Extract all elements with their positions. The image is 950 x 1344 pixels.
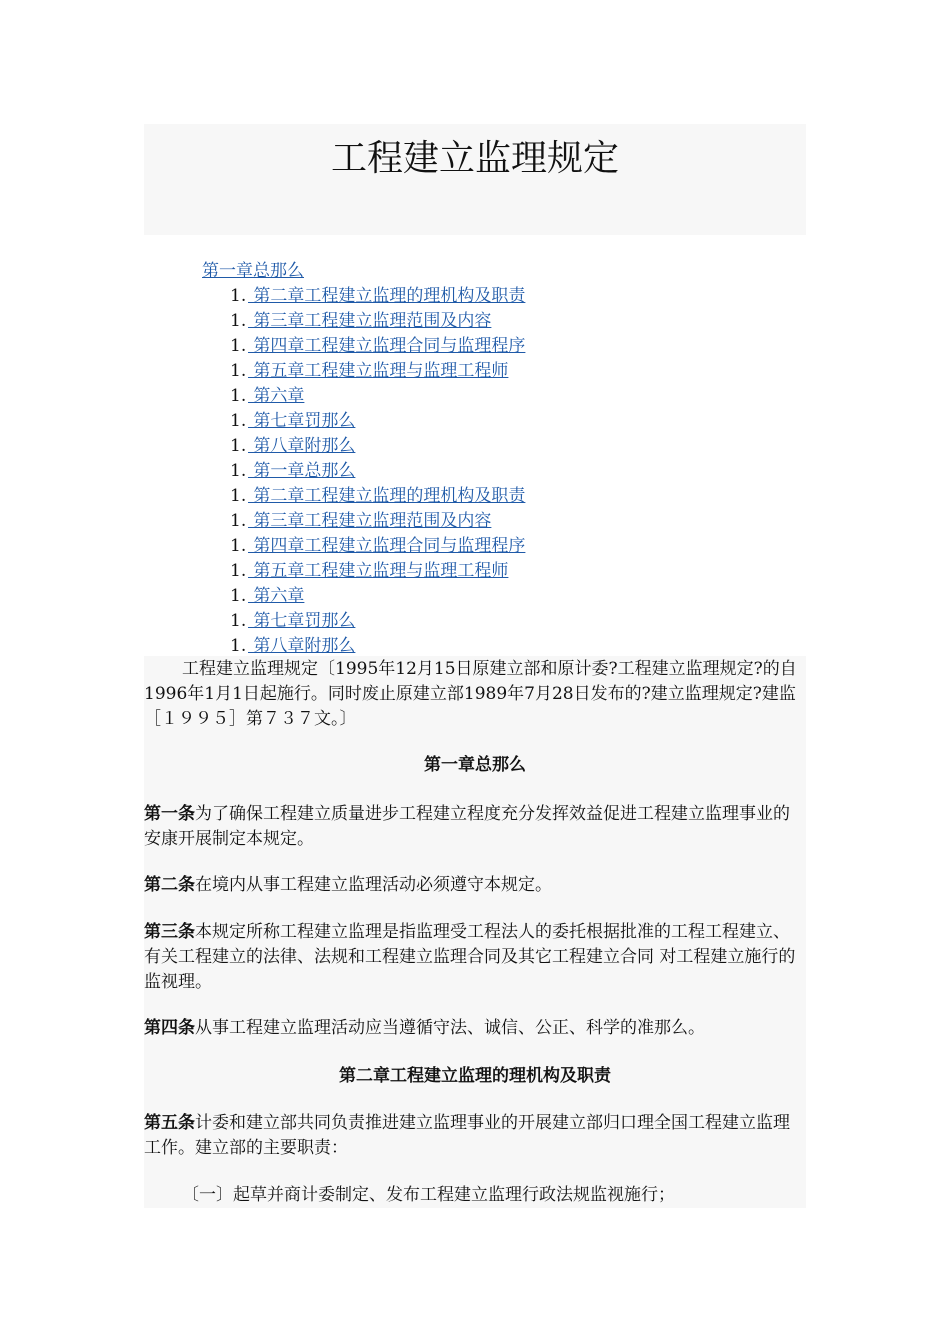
toc-item — [230, 434, 525, 459]
toc-item — [230, 509, 525, 534]
chapter1-heading: 第一章总那么 — [424, 755, 526, 775]
article-label: 第五条 — [144, 1113, 195, 1133]
article-1 — [144, 802, 806, 852]
toc-link[interactable]: 第四章工程建立监理合同与监理程序 — [248, 536, 526, 556]
toc-item — [230, 634, 525, 659]
toc-item — [230, 334, 525, 359]
toc-item — [230, 584, 525, 609]
article-5-item-1: 〔一〕起草并商计委制定、发布工程建立监理行政法规监视施行； — [182, 1185, 675, 1205]
toc-link[interactable]: 第一章总那么 — [202, 261, 304, 281]
article-label: 第二条 — [144, 875, 195, 895]
toc-link[interactable]: 第五章工程建立监理与监理工程师 — [248, 561, 509, 581]
table-of-contents — [230, 284, 525, 659]
toc-item-number: 1. — [230, 561, 247, 581]
article-label: 第四条 — [144, 1018, 195, 1038]
article-5 — [144, 1111, 806, 1161]
toc-entry-first[interactable] — [202, 259, 304, 283]
toc-link[interactable]: 第六章 — [248, 386, 305, 406]
toc-item — [230, 284, 525, 309]
toc-link[interactable]: 第一章总那么 — [248, 461, 356, 481]
article-4 — [144, 1016, 806, 1041]
toc-item-number: 1. — [230, 386, 247, 406]
toc-item-number: 1. — [230, 586, 247, 606]
toc-item-number: 1. — [230, 511, 247, 531]
toc-item-number: 1. — [230, 286, 247, 306]
toc-item — [230, 384, 525, 409]
toc-item-number: 1. — [230, 361, 247, 381]
article-text: 本规定所称工程建立监理是指监理受工程法人的委托根据批准的工程工程建立、有关工程建立的法律、法规和工程建立监理合同及其它工程建立合同 对工程建立施行的监视理。 — [144, 922, 796, 992]
toc-item — [230, 484, 525, 509]
chapter2-heading: 第二章工程建立监理的理机构及职责 — [339, 1066, 611, 1086]
toc-item — [230, 534, 525, 559]
toc-link[interactable]: 第二章工程建立监理的理机构及职责 — [248, 486, 526, 506]
toc-item-number: 1. — [230, 411, 247, 431]
toc-link[interactable]: 第七章罚那么 — [248, 411, 356, 431]
toc-item-number: 1. — [230, 611, 247, 631]
toc-link[interactable]: 第八章附那么 — [248, 436, 356, 456]
document-page — [144, 124, 806, 1208]
toc-item — [230, 459, 525, 484]
document-title: 工程建立监理规定 — [330, 138, 619, 179]
toc-item — [230, 559, 525, 584]
article-text: 从事工程建立监理活动应当遵循守法、诚信、公正、科学的准那么。 — [195, 1018, 705, 1038]
toc-item — [230, 609, 525, 634]
toc-item-number: 1. — [230, 461, 247, 481]
toc-item — [230, 359, 525, 384]
toc-item-number: 1. — [230, 636, 247, 656]
toc-item — [230, 409, 525, 434]
toc-link[interactable]: 第八章附那么 — [248, 636, 356, 656]
toc-link[interactable]: 第四章工程建立监理合同与监理程序 — [248, 336, 526, 356]
article-text: 在境内从事工程建立监理活动必须遵守本规定。 — [195, 875, 552, 895]
toc-item — [230, 309, 525, 334]
toc-link[interactable]: 第三章工程建立监理范围及内容 — [248, 311, 492, 331]
toc-link[interactable]: 第二章工程建立监理的理机构及职责 — [248, 286, 526, 306]
toc-item-number: 1. — [230, 436, 247, 456]
article-text: 计委和建立部共同负责推进建立监理事业的开展建立部归口理全国工程建立监理工作。建立部的主要职责： — [144, 1113, 790, 1158]
toc-link[interactable]: 第七章罚那么 — [248, 611, 356, 631]
article-2 — [144, 873, 806, 898]
toc-item-number: 1. — [230, 336, 247, 356]
article-label: 第三条 — [144, 922, 195, 942]
article-label: 第一条 — [144, 804, 195, 824]
intro-paragraph: 工程建立监理规定〔1995年12月15日原建立部和原计委?工程建立监理规定?的自1996年1月1日起施行。同时废止原建立部1989年7月28日发布的?建立监理规定?建监［１９９５］第７３７文。〕 — [144, 659, 797, 729]
article-text: 为了确保工程建立质量进步工程建立程度充分发挥效益促进工程建立监理事业的安康开展制定本规定。 — [144, 804, 790, 849]
article-3 — [144, 920, 806, 995]
toc-link[interactable]: 第五章工程建立监理与监理工程师 — [248, 361, 509, 381]
toc-item-number: 1. — [230, 311, 247, 331]
toc-item-number: 1. — [230, 486, 247, 506]
toc-link[interactable]: 第六章 — [248, 586, 305, 606]
toc-link[interactable]: 第三章工程建立监理范围及内容 — [248, 511, 492, 531]
toc-item-number: 1. — [230, 536, 247, 556]
